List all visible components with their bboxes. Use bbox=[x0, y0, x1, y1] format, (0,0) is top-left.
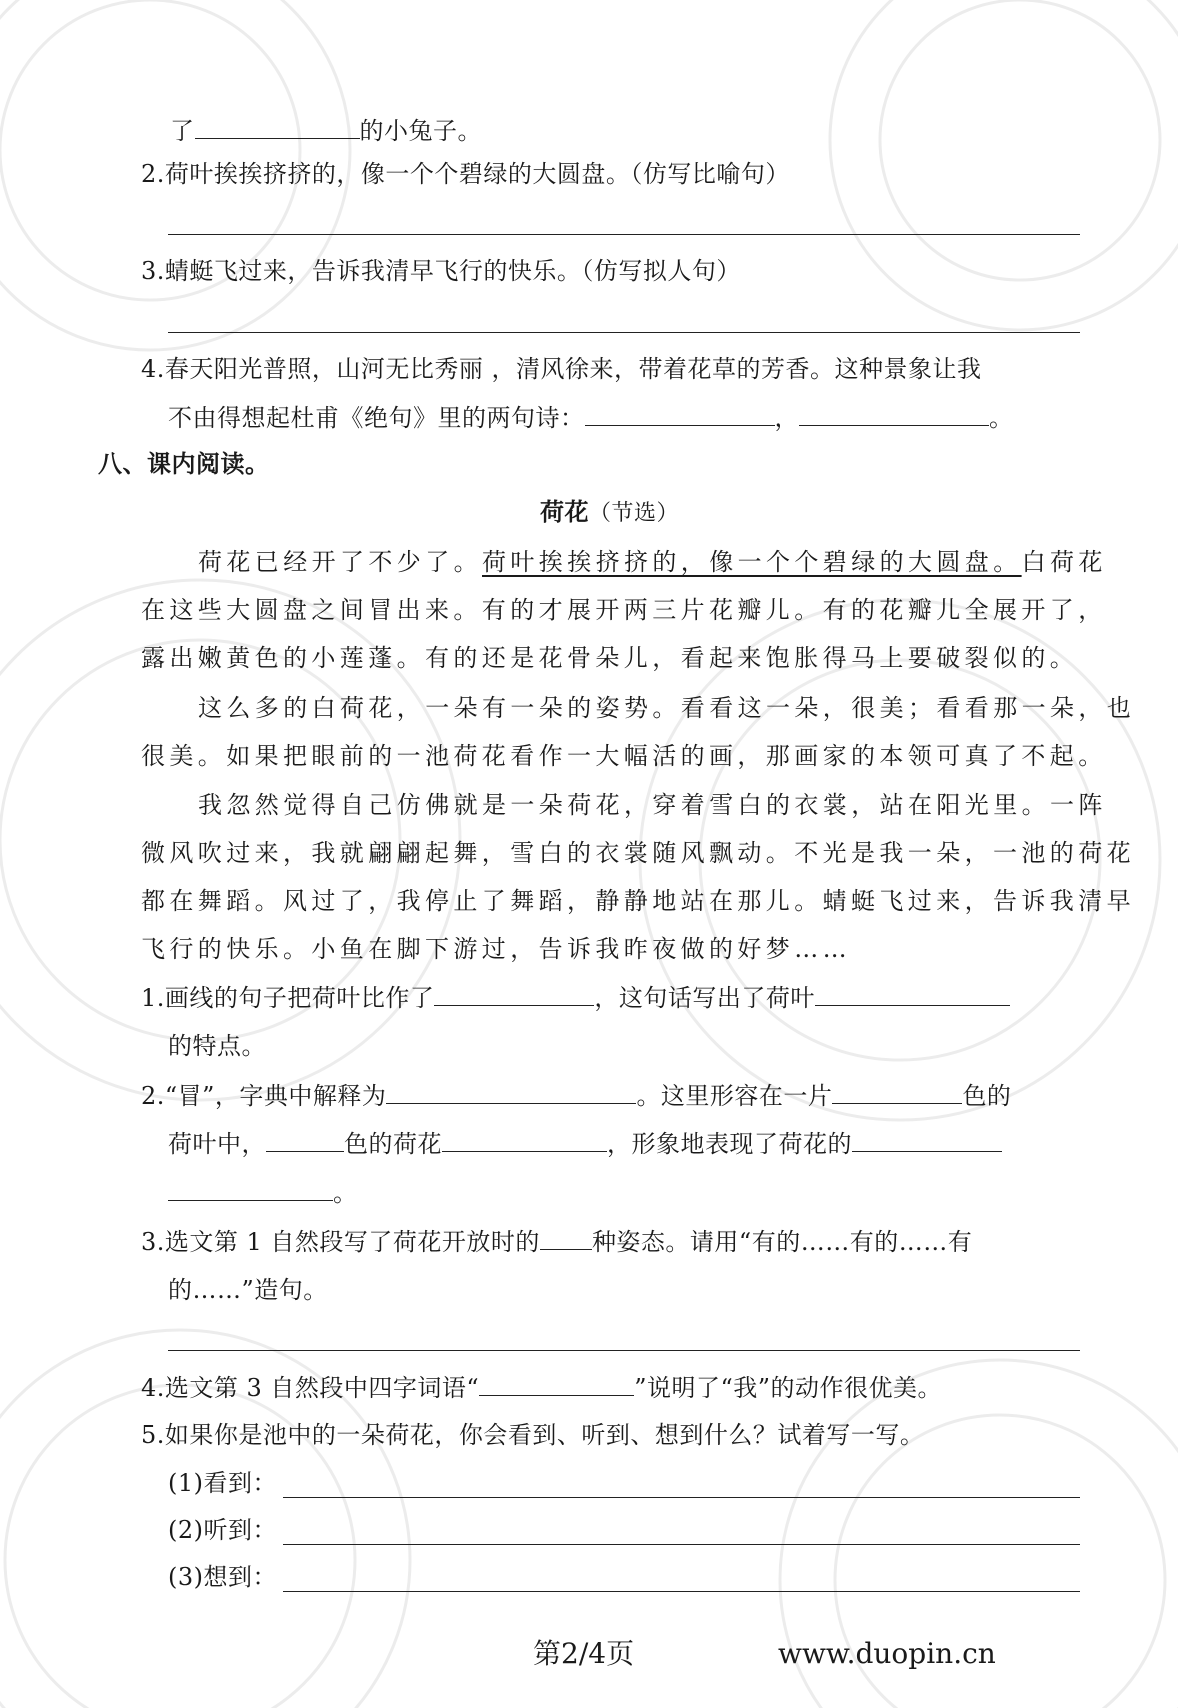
reading-question-2 bbox=[141, 1079, 1011, 1112]
answer-blank[interactable] bbox=[386, 1079, 636, 1104]
q5-see-label: (1)看到： bbox=[168, 1469, 277, 1497]
reading-question-3 bbox=[141, 1225, 972, 1258]
text: ， bbox=[774, 404, 799, 432]
text: 。 bbox=[989, 404, 1014, 432]
text: 色的 bbox=[962, 1082, 1012, 1110]
reading-question-1-cont: 的特点。 bbox=[168, 1032, 266, 1060]
paragraph-3-line-4: 飞行的快乐。小鱼在脚下游过，告诉我昨夜做的好梦…… bbox=[141, 935, 851, 963]
underlined-sentence: 荷叶挨挨挤挤的，像一个个碧绿的大圆盘。 bbox=[482, 548, 1022, 576]
answer-blank[interactable] bbox=[540, 1225, 592, 1250]
answer-blank[interactable] bbox=[168, 1176, 333, 1201]
paragraph-2-line-1: 这么多的白荷花，一朵有一朵的姿势。看看这一朵，很美；看看那一朵，也 bbox=[198, 694, 1136, 722]
answer-line[interactable] bbox=[283, 1544, 1080, 1545]
question-4-line-1: 4.春天阳光普照，山河无比秀丽 ，清风徐来，带着花草的芳香。这种景象让我 bbox=[141, 355, 982, 383]
text: ，形象地表现了荷花的 bbox=[607, 1130, 852, 1158]
passage-title bbox=[540, 496, 679, 530]
answer-blank[interactable] bbox=[479, 1371, 634, 1396]
text: ”说明了“我”的动作很优美。 bbox=[634, 1374, 943, 1402]
reading-question-2-line-3 bbox=[168, 1176, 358, 1209]
q5-hear-label: (2)听到： bbox=[168, 1516, 277, 1544]
text: 的小兔子。 bbox=[359, 117, 482, 145]
answer-blank[interactable] bbox=[195, 114, 360, 139]
title-text: 荷花 bbox=[540, 498, 589, 526]
answer-blank[interactable] bbox=[442, 1127, 607, 1152]
top-line-1 bbox=[170, 114, 482, 147]
paragraph-1-line-3: 露出嫩黄色的小莲蓬。有的还是花骨朵儿，看起来饱胀得马上要破裂似的。 bbox=[141, 644, 1079, 672]
answer-blank[interactable] bbox=[266, 1127, 344, 1152]
site-url: www.duopin.cn bbox=[778, 1637, 996, 1670]
text: ，这句话写出了荷叶 bbox=[594, 984, 815, 1012]
text: 。这里形容在一片 bbox=[636, 1082, 833, 1110]
paragraph-1-line-2: 在这些大圆盘之间冒出来。有的才展开两三片花瓣儿。有的花瓣儿全展开了， bbox=[141, 596, 1107, 624]
paragraph-2-line-2: 很美。如果把眼前的一池荷花看作一大幅活的画，那画家的本领可真了不起。 bbox=[141, 742, 1107, 770]
text: 2.“冒”，字典中解释为 bbox=[141, 1082, 387, 1110]
answer-blank[interactable] bbox=[832, 1079, 962, 1104]
text: 白荷花 bbox=[1021, 548, 1107, 576]
text: 。 bbox=[333, 1179, 358, 1207]
reading-question-4 bbox=[141, 1371, 942, 1404]
text: 3.选文第 1 自然段写了荷花开放时的 bbox=[141, 1228, 540, 1256]
paragraph-3-line-2: 微风吹过来，我就翩翩起舞，雪白的衣裳随风飘动。不光是我一朵，一池的荷花 bbox=[141, 839, 1135, 867]
answer-blank[interactable] bbox=[434, 981, 594, 1006]
reading-question-1 bbox=[141, 981, 1010, 1014]
text: 1.画线的句子把荷叶比作了 bbox=[141, 984, 435, 1012]
paragraph-3-line-3: 都在舞蹈。风过了，我停止了舞蹈，静静地站在那儿。蜻蜓飞过来，告诉我清早 bbox=[141, 887, 1135, 915]
text: 4.选文第 3 自然段中四字词语“ bbox=[141, 1374, 480, 1402]
poem-blank-2[interactable] bbox=[799, 401, 989, 426]
text: 荷花已经开了不少了。 bbox=[198, 548, 482, 576]
answer-line[interactable] bbox=[168, 1350, 1080, 1351]
paragraph-3-line-1: 我忽然觉得自己仿佛就是一朵荷花，穿着雪白的衣裳，站在阳光里。一阵 bbox=[198, 791, 1107, 819]
title-note: （节选） bbox=[589, 501, 680, 526]
text: 色的荷花 bbox=[344, 1130, 442, 1158]
reading-question-5: 5.如果你是池中的一朵荷花，你会看到、听到、想到什么？试着写一写。 bbox=[141, 1421, 925, 1449]
answer-line[interactable] bbox=[168, 234, 1080, 235]
question-3-rewrite: 3.蜻蜓飞过来，告诉我清早飞行的快乐。（仿写拟人句） bbox=[141, 257, 741, 285]
answer-blank[interactable] bbox=[815, 981, 1010, 1006]
answer-line[interactable] bbox=[168, 332, 1080, 333]
section-heading: 八、课内阅读。 bbox=[98, 450, 270, 478]
page-number: 第2/4页 bbox=[533, 1637, 635, 1670]
q5-think-label: (3)想到： bbox=[168, 1563, 277, 1591]
text: 荷叶中， bbox=[168, 1130, 266, 1158]
answer-line[interactable] bbox=[283, 1497, 1080, 1498]
reading-question-3-cont: 的……”造句。 bbox=[168, 1276, 328, 1304]
paragraph-1-line-1 bbox=[198, 546, 1107, 578]
poem-blank-1[interactable] bbox=[585, 401, 775, 426]
question-4-line-2 bbox=[168, 401, 1014, 434]
reading-question-2-line-2 bbox=[168, 1127, 1002, 1160]
text: 不由得想起杜甫《绝句》里的两句诗： bbox=[168, 404, 585, 432]
answer-blank[interactable] bbox=[852, 1127, 1002, 1152]
text: 了 bbox=[170, 117, 195, 145]
question-2-rewrite: 2.荷叶挨挨挤挤的，像一个个碧绿的大圆盘。（仿写比喻句） bbox=[141, 160, 790, 188]
answer-line[interactable] bbox=[283, 1591, 1080, 1592]
text: 种姿态。请用“有的……有的……有 bbox=[591, 1228, 973, 1256]
